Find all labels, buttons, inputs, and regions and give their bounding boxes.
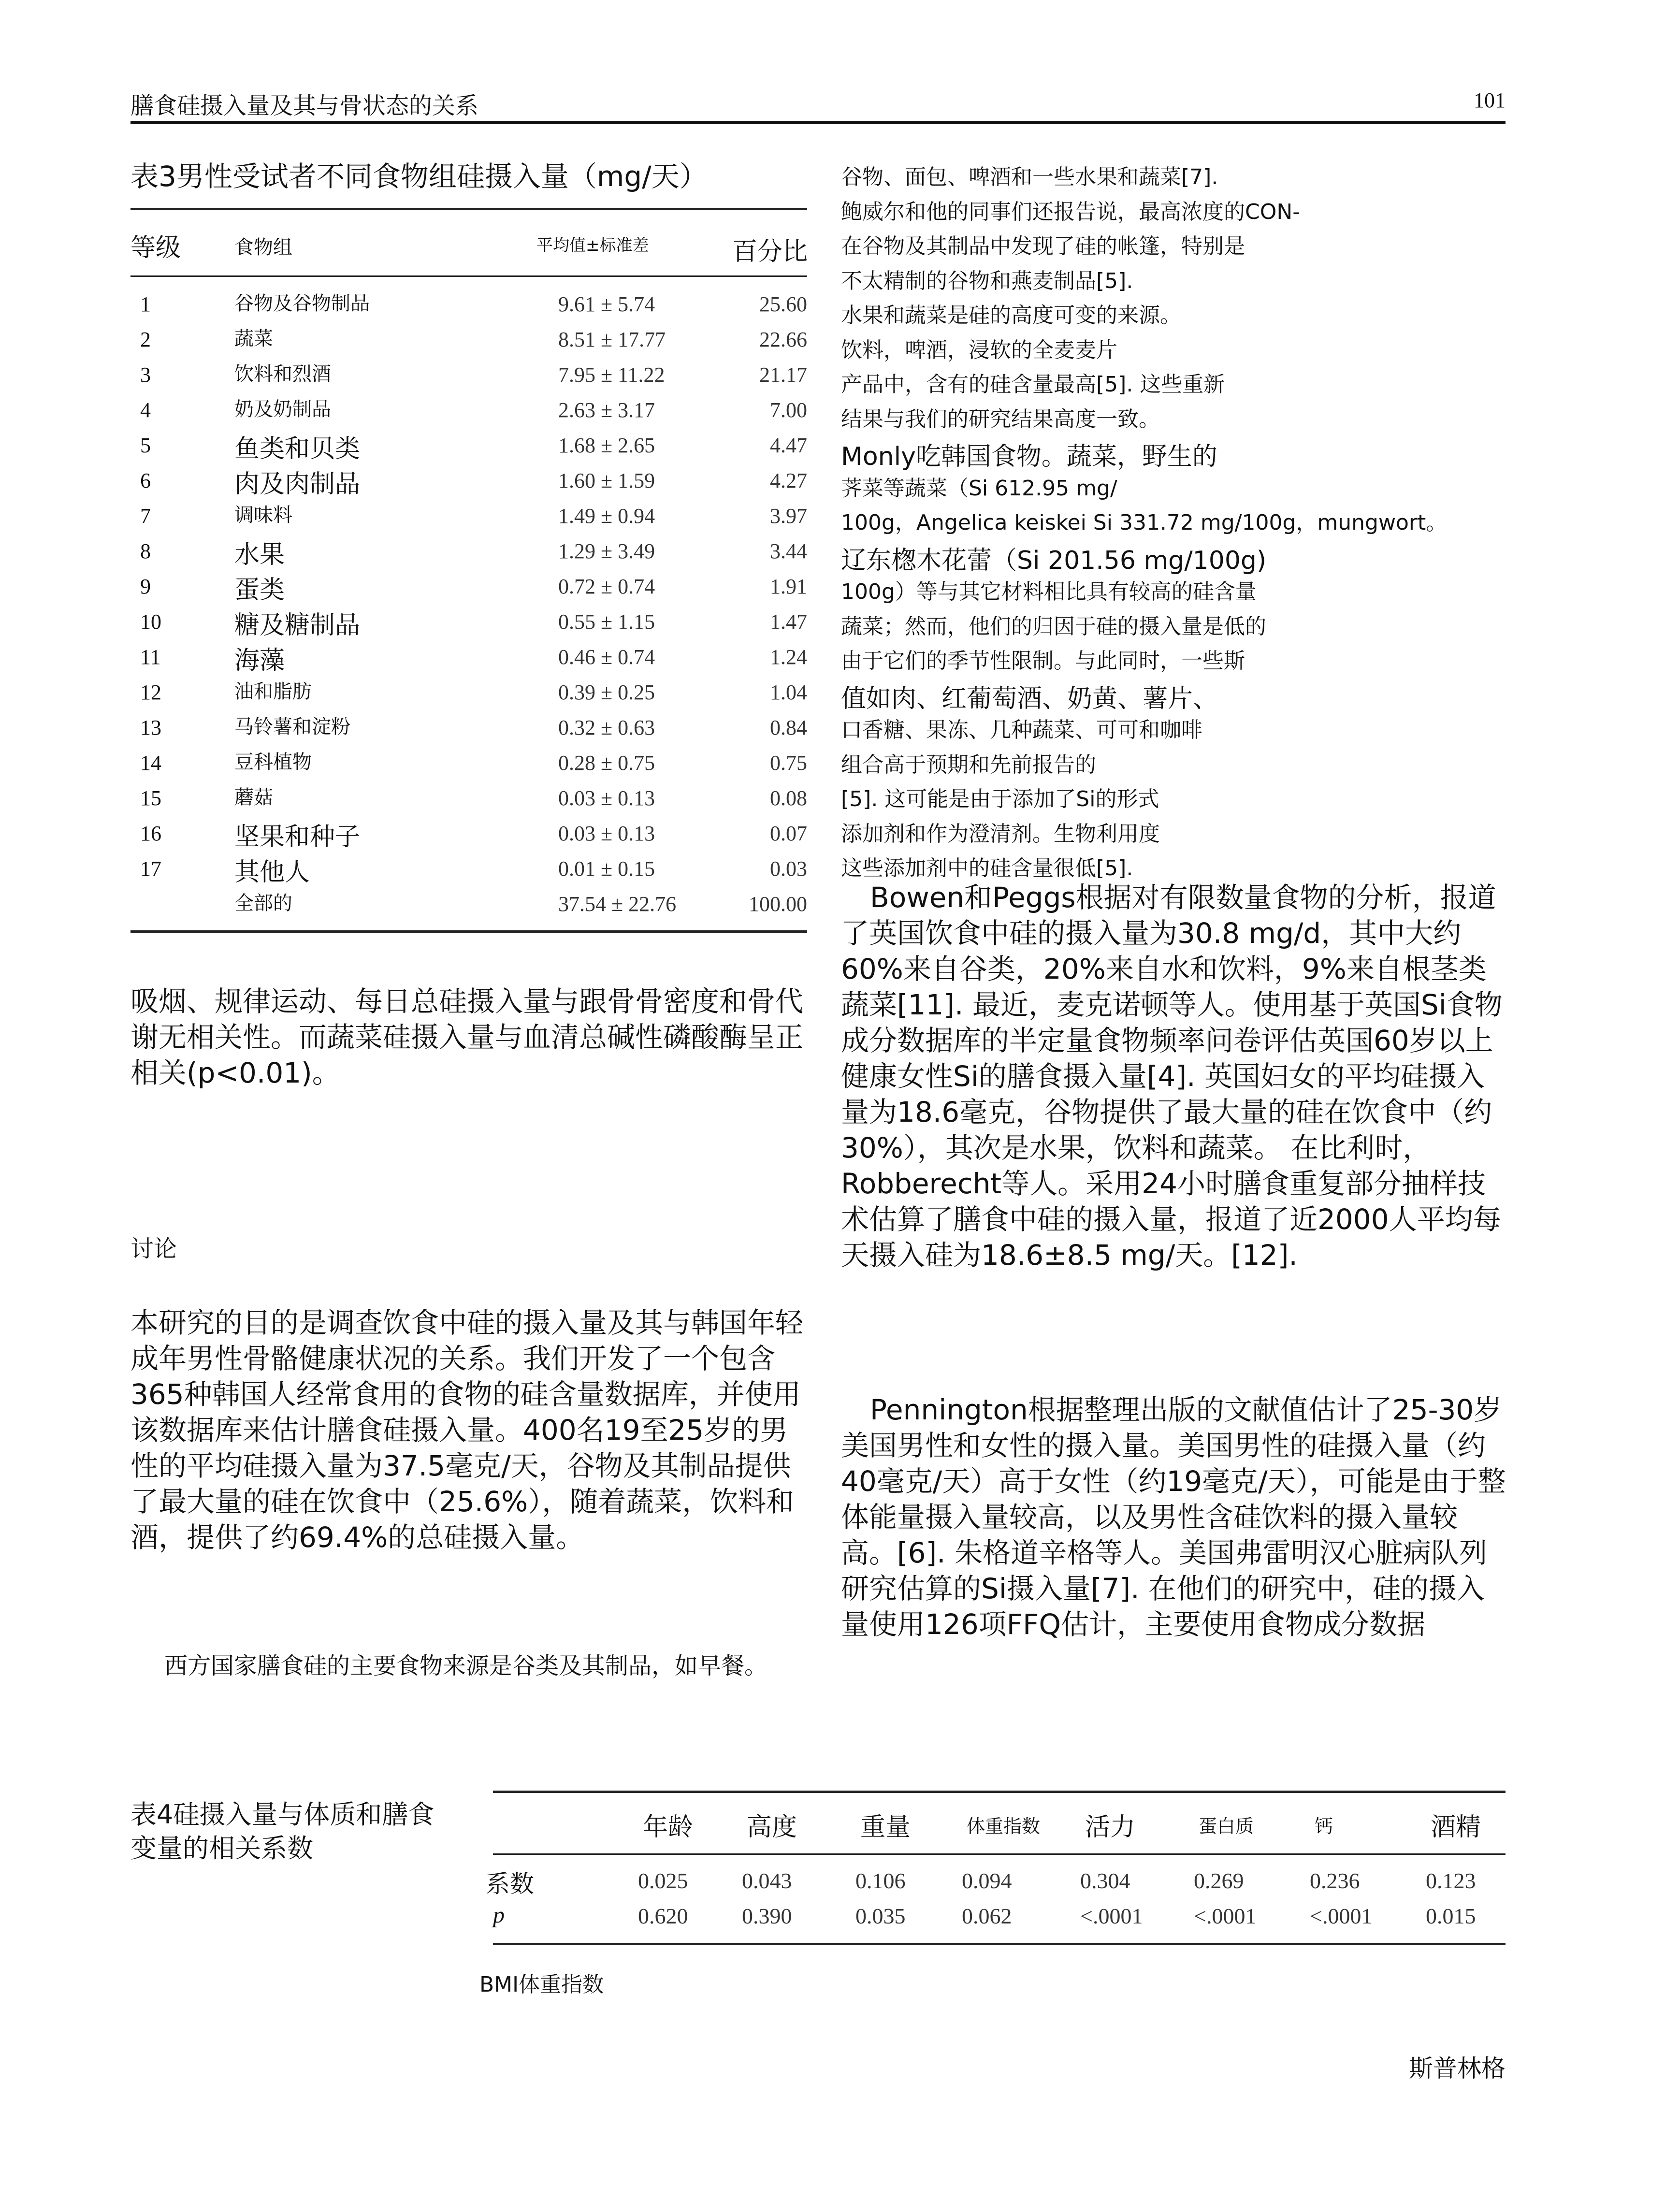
table3-header-mean: 平均值±标准差 bbox=[536, 236, 649, 255]
table3-top-rule bbox=[130, 208, 807, 210]
table3-header-food: 食物组 bbox=[234, 236, 292, 259]
table-row bbox=[130, 850, 807, 887]
row-number: 2 bbox=[140, 328, 151, 351]
mean-sd: 7.95 ± 11.22 bbox=[558, 363, 665, 387]
food-group: 肉及肉制品 bbox=[234, 470, 361, 499]
row-number: 12 bbox=[140, 680, 161, 704]
table-row bbox=[130, 391, 807, 426]
table4-title: 表4硅摄入量与体质和膳食变量的相关系数 bbox=[130, 1799, 434, 1864]
row-number: 16 bbox=[140, 822, 161, 845]
mean-sd: 0.39 ± 0.25 bbox=[558, 680, 655, 704]
table-row bbox=[130, 567, 807, 605]
table-row bbox=[130, 497, 807, 532]
mean-sd: 2.63 ± 3.17 bbox=[558, 398, 655, 422]
table3-header-pct: 百分比 bbox=[732, 237, 808, 266]
section-heading-discussion: 讨论 bbox=[130, 1235, 177, 1262]
mean-sd: 1.60 ± 1.59 bbox=[558, 469, 655, 492]
discussion-text-1: 本研究的目的是调查饮食中硅的摄入量及其与韩国年轻成年男性骨骼健康状况的关系。我们开发了一个包含365种韩国人经常食用的食物的硅含量数据库，并使用该数据库来估计膳食硅摄入量。400名19至25岁的男性的平均硅摄入量为37.5毫克/天，谷物及其制品提供了最大量的硅在饮食中（25.6%），随着蔬菜，饮料和酒，提供了约69.4%的总硅摄入量。 bbox=[130, 1306, 804, 1554]
row-number: 1 bbox=[140, 292, 151, 316]
food-group: 海藻 bbox=[234, 646, 285, 675]
table4-row-label-coef: 系数 bbox=[486, 1870, 534, 1898]
table4-cell: 0.123 bbox=[1426, 1868, 1476, 1893]
table4-cell: 0.236 bbox=[1310, 1868, 1360, 1893]
results-paragraph bbox=[130, 983, 807, 1091]
table-row bbox=[130, 426, 807, 461]
percentage: 0.08 bbox=[770, 786, 807, 810]
table4-cell: 0.269 bbox=[1194, 1868, 1244, 1893]
food-group: 谷物及谷物制品 bbox=[234, 292, 370, 315]
discussion-paragraph-1 bbox=[130, 1305, 807, 1555]
table3-bottom-rule bbox=[130, 930, 807, 933]
food-group: 坚果和种子 bbox=[234, 823, 361, 852]
table3-header-grade: 等级 bbox=[130, 233, 181, 262]
table-row bbox=[130, 779, 807, 814]
percentage: 3.44 bbox=[770, 539, 807, 563]
table-row bbox=[130, 603, 807, 640]
table4-bottom-rule bbox=[493, 1943, 1506, 1945]
text-line: [5]. 这可能是由于添加了Si的形式 bbox=[841, 787, 1159, 811]
table4-header-cell: 活力 bbox=[1085, 1813, 1136, 1842]
mean-sd: 0.32 ± 0.63 bbox=[558, 716, 655, 739]
text-line: 荠菜等蔬菜（Si 612.95 mg/ bbox=[841, 476, 1117, 501]
food-group: 其他人 bbox=[234, 858, 310, 887]
food-group: 蘑菇 bbox=[234, 786, 273, 809]
mean-sd: 0.72 ± 0.74 bbox=[558, 575, 655, 598]
discussion-text-2: 西方国家膳食硅的主要食物来源是谷类及其制品，如早餐。 bbox=[164, 1652, 768, 1679]
table4-cell: 0.620 bbox=[638, 1904, 688, 1928]
table-row bbox=[130, 462, 807, 499]
table4-header-cell: 蛋白质 bbox=[1199, 1816, 1254, 1837]
text-line: 口香糖、果冻、几种蔬菜、可可和咖啡 bbox=[841, 718, 1202, 742]
table-row bbox=[130, 885, 807, 920]
table4-cell: 0.106 bbox=[855, 1868, 906, 1893]
table4-header-cell: 体重指数 bbox=[967, 1816, 1041, 1837]
table4-top-rule bbox=[493, 1791, 1506, 1793]
text-line: Monly吃韩国食物。蔬菜，野生的 bbox=[841, 442, 1217, 471]
table4-cell: <.0001 bbox=[1194, 1904, 1257, 1928]
table-row bbox=[130, 814, 807, 852]
table-row bbox=[130, 285, 807, 320]
mean-sd: 0.01 ± 0.15 bbox=[558, 857, 655, 881]
text-line: 100g）等与其它材料相比具有较高的硅含量 bbox=[841, 579, 1257, 604]
publisher-footer: 斯普林格 bbox=[1409, 2054, 1506, 2082]
food-group: 豆科植物 bbox=[234, 751, 312, 773]
table-row bbox=[130, 708, 807, 743]
table-row bbox=[130, 673, 807, 708]
percentage: 3.97 bbox=[770, 504, 807, 528]
percentage: 21.17 bbox=[759, 363, 807, 387]
table3-header-rule bbox=[130, 275, 807, 277]
paragraph-bowen bbox=[841, 880, 1508, 1273]
table-row bbox=[130, 356, 807, 390]
results-text: 吸烟、规律运动、每日总硅摄入量与跟骨骨密度和骨代谢无相关性。而蔬菜硅摄入量与血清总碱性磷酸酶呈正相关(p<0.01)。 bbox=[130, 985, 804, 1089]
table4-cell: 0.043 bbox=[742, 1868, 792, 1893]
text-line: 谷物、面包、啤酒和一些水果和蔬菜[7]. bbox=[841, 165, 1218, 189]
table4-header-cell: 重量 bbox=[860, 1813, 911, 1842]
table4-cell: 0.390 bbox=[742, 1904, 792, 1928]
discussion-paragraph-2 bbox=[130, 1648, 807, 1684]
text-line: 值如肉、红葡萄酒、奶黄、薯片、 bbox=[841, 684, 1218, 713]
row-number: 9 bbox=[140, 575, 151, 598]
text-line: 在谷物及其制品中发现了硅的帐篷，特别是 bbox=[841, 234, 1245, 259]
percentage: 4.27 bbox=[770, 469, 807, 492]
table4-cell: <.0001 bbox=[1080, 1904, 1143, 1928]
mean-sd: 0.46 ± 0.74 bbox=[558, 645, 655, 669]
text-line: 饮料，啤酒，浸软的全麦麦片 bbox=[841, 337, 1117, 362]
food-group: 蛋类 bbox=[234, 576, 285, 605]
table4-header-cell: 酒精 bbox=[1431, 1813, 1481, 1842]
row-number: 10 bbox=[140, 610, 161, 634]
paragraph-pennington-text: Pennington根据整理出版的文献值估计了25-30岁美国男性和女性的摄入量。美国男性的硅摄入量（约40毫克/天）高于女性（约19毫克/天），可能是由于整体能量摄入量较高，以及男性含硅饮料的摄入量较高。[6]. 朱格道辛格等人。美国弗雷明汉心脏病队列研究估算的Si摄入量[7]. 在他们的研究中，硅的摄入量使用126项FFQ估计，主要使用食物成分数据 bbox=[841, 1393, 1506, 1641]
percentage: 0.07 bbox=[770, 822, 807, 845]
text-line: 结果与我们的研究结果高度一致。 bbox=[841, 406, 1160, 432]
text-line: 蔬菜；然而，他们的归因于硅的摄入量是低的 bbox=[841, 614, 1266, 639]
mean-sd: 0.55 ± 1.15 bbox=[558, 610, 655, 634]
table4-cell: 0.304 bbox=[1080, 1868, 1130, 1893]
text-line: 鲍威尔和他的同事们还报告说，最高浓度的CON- bbox=[841, 199, 1301, 224]
table3-title: 表3男性受试者不同食物组硅摄入量（mg/天） bbox=[130, 160, 708, 193]
percentage: 4.47 bbox=[770, 434, 807, 457]
text-line: 由于它们的季节性限制。与此同时，一些斯 bbox=[841, 649, 1245, 673]
food-group: 全部的 bbox=[234, 892, 292, 914]
table-row bbox=[130, 744, 807, 779]
food-group: 饮料和烈酒 bbox=[234, 363, 331, 385]
percentage: 0.84 bbox=[770, 716, 807, 739]
food-group: 马铃薯和淀粉 bbox=[234, 716, 350, 738]
percentage: 25.60 bbox=[759, 292, 807, 316]
table-row bbox=[130, 638, 807, 673]
running-header-title: 膳食硅摄入量及其与骨状态的关系 bbox=[130, 92, 479, 119]
mean-sd: 1.29 ± 3.49 bbox=[558, 539, 655, 563]
table4-row-label-p: p bbox=[493, 1902, 505, 1928]
row-number: 4 bbox=[140, 398, 151, 422]
table4-cell: 0.035 bbox=[855, 1904, 906, 1928]
mean-sd: 1.49 ± 0.94 bbox=[558, 504, 655, 528]
text-line: 这些添加剂中的硅含量很低[5]. bbox=[841, 856, 1133, 881]
food-group: 调味料 bbox=[234, 504, 292, 526]
row-number: 7 bbox=[140, 504, 151, 528]
percentage: 1.04 bbox=[770, 680, 807, 704]
food-group: 糖及糖制品 bbox=[234, 611, 361, 640]
percentage: 100.00 bbox=[749, 892, 807, 916]
mean-sd: 0.03 ± 0.13 bbox=[558, 786, 655, 810]
mean-sd: 0.28 ± 0.75 bbox=[558, 751, 655, 775]
percentage: 1.24 bbox=[770, 645, 807, 669]
paragraph-bowen-text: Bowen和Peggs根据对有限数量食物的分析，报道了英国饮食中硅的摄入量为30.8 mg/d，其中大约60%来自谷类，20%来自水和饮料，9%来自根茎类蔬菜[11]. 最近，麦克诺顿等人。使用基于英国Si食物成分数据库的半定量食物频率问卷评估英国60岁以上健康女性Si的膳食摄入量[4]. 英国妇女的平均硅摄入量为18.6毫克，谷物提供了最大量的硅在饮食中（约30%），其次是水果，饮料和蔬菜。 在比利时，Robberecht等人。采用24小时膳食重复部分抽样技术估算了膳食中硅的摄入量，报道了近2000人平均每天摄入硅为18.6±8.5 mg/天。[12]. bbox=[841, 881, 1503, 1272]
table4-header-cell: 高度 bbox=[747, 1813, 797, 1842]
row-number: 13 bbox=[140, 716, 161, 739]
table4-header-cell: 年龄 bbox=[643, 1813, 694, 1842]
food-group: 蔬菜 bbox=[234, 328, 273, 350]
row-number: 11 bbox=[140, 645, 161, 669]
header-rule bbox=[130, 121, 1506, 124]
row-number: 5 bbox=[140, 434, 151, 457]
table-row bbox=[130, 320, 807, 355]
percentage: 0.03 bbox=[770, 857, 807, 881]
row-number: 6 bbox=[140, 469, 151, 492]
row-number: 17 bbox=[140, 857, 161, 881]
paragraph-pennington bbox=[841, 1392, 1508, 1642]
text-line: 产品中，含有的硅含量最高[5]. 这些重新 bbox=[841, 372, 1225, 397]
text-line: 添加剂和作为澄清剂。生物利用度 bbox=[841, 821, 1160, 846]
table-row bbox=[130, 532, 807, 567]
text-line: 100g，Angelica keiskei Si 331.72 mg/100g，mungwort。 bbox=[841, 510, 1448, 535]
row-number: 14 bbox=[140, 751, 161, 775]
mean-sd: 37.54 ± 22.76 bbox=[558, 892, 677, 916]
table4-footnote: BMI体重指数 bbox=[479, 1972, 604, 1997]
mean-sd: 0.03 ± 0.13 bbox=[558, 822, 655, 845]
food-group: 水果 bbox=[234, 540, 285, 569]
percentage: 1.91 bbox=[770, 575, 807, 598]
percentage: 0.75 bbox=[770, 751, 807, 775]
food-group: 鱼类和贝类 bbox=[234, 434, 361, 463]
table4-header-rule bbox=[493, 1853, 1506, 1855]
text-line: 组合高于预期和先前报告的 bbox=[841, 752, 1096, 777]
table4-cell: 0.025 bbox=[638, 1868, 688, 1893]
table4-cell: 0.062 bbox=[962, 1904, 1012, 1928]
mean-sd: 1.68 ± 2.65 bbox=[558, 434, 655, 457]
row-number: 15 bbox=[140, 786, 161, 810]
text-line: 辽东楤木花蕾（Si 201.56 mg/100g) bbox=[841, 546, 1267, 575]
percentage: 1.47 bbox=[770, 610, 807, 634]
row-number: 8 bbox=[140, 539, 151, 563]
table4-cell: 0.094 bbox=[962, 1868, 1012, 1893]
mean-sd: 9.61 ± 5.74 bbox=[558, 292, 655, 316]
mean-sd: 8.51 ± 17.77 bbox=[558, 328, 666, 351]
table4-header-cell: 钙 bbox=[1315, 1816, 1333, 1837]
food-group: 奶及奶制品 bbox=[234, 398, 331, 420]
percentage: 22.66 bbox=[759, 328, 807, 351]
table4-cell: 0.015 bbox=[1426, 1904, 1476, 1928]
text-line: 水果和蔬菜是硅的高度可变的来源。 bbox=[841, 303, 1181, 328]
table4-cell: <.0001 bbox=[1310, 1904, 1373, 1928]
text-line: 不太精制的谷物和燕麦制品[5]. bbox=[841, 268, 1133, 293]
percentage: 7.00 bbox=[770, 398, 807, 422]
page-number: 101 bbox=[1474, 88, 1506, 112]
food-group: 油和脂肪 bbox=[234, 680, 312, 703]
row-number: 3 bbox=[140, 363, 151, 387]
